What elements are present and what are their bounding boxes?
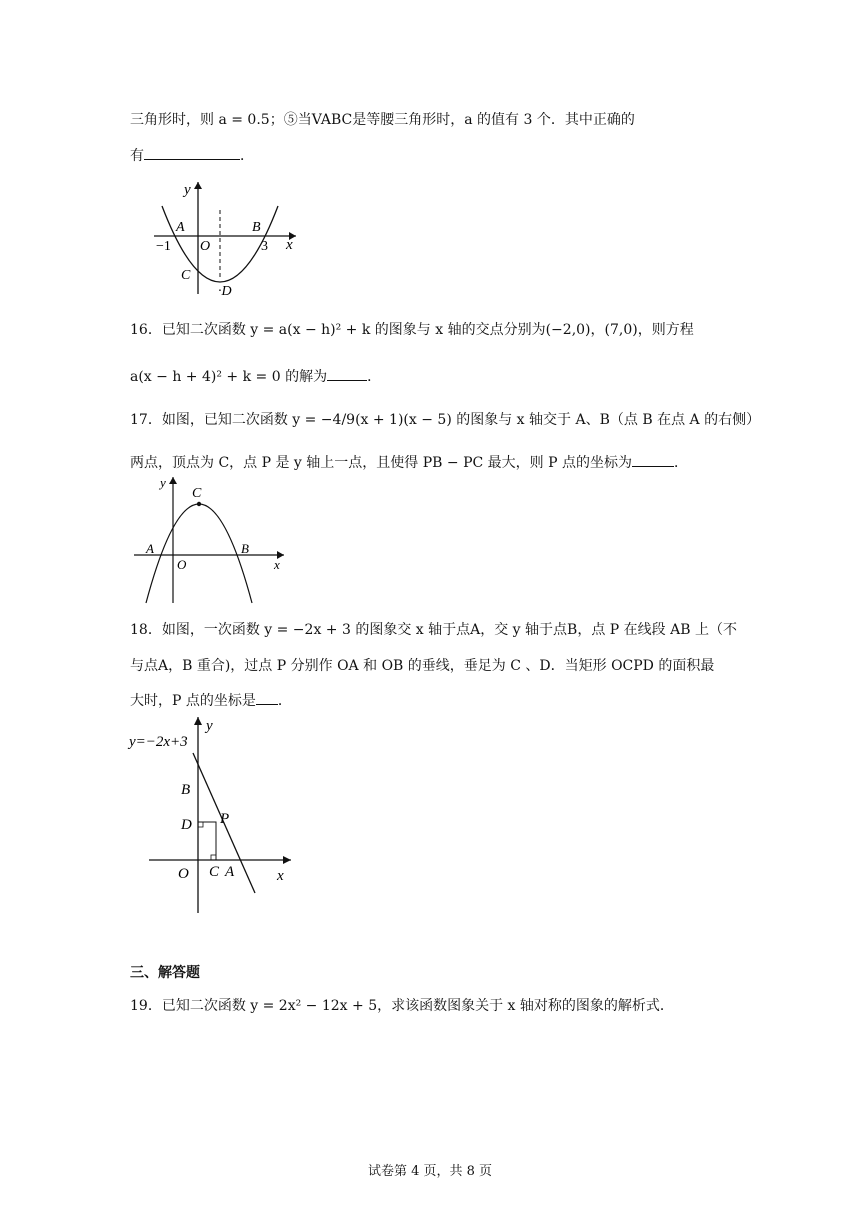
- q15-x-label: x: [286, 237, 293, 253]
- q17-C-label: C: [192, 486, 202, 501]
- q17-line1: 17．如图，已知二次函数 y = −4/9(x + 1)(x − 5) 的图象与 x 轴交于 A、B（点 B 在点 A 的右侧）: [130, 412, 761, 428]
- q18-line3: [130, 690, 292, 711]
- q18-line1: 18．如图，一次函数 y = −2x + 3 的图象交 x 轴于点A，交 y 轴于点B，点 P 在线段 AB 上（不: [130, 622, 737, 638]
- section-heading: 三、解答题: [130, 965, 200, 981]
- answer-blank: [327, 366, 367, 381]
- q15-neg1-label: −1: [156, 239, 171, 254]
- q16-line2-prefix: a(x − h + 4)² + k = 0 的解为: [130, 369, 328, 385]
- q17-B-label: B: [241, 541, 249, 556]
- q18-eq-label: y=−2x+3: [129, 734, 188, 750]
- q15-line2-prefix: 有: [130, 148, 144, 164]
- q15-3-label: 3: [261, 239, 268, 254]
- q16-line2-suffix: ．: [367, 369, 382, 385]
- q17-A-label: A: [146, 541, 154, 556]
- q18-P-label: P: [220, 811, 230, 827]
- q15-line1: 三角形时，则 a = 0.5；⑤当VABC是等腰三角形时，a 的值有 3 个．其中正确的: [130, 112, 635, 128]
- page-footer: 试卷第 4 页，共 8 页: [367, 1164, 493, 1179]
- q18-x-label: x: [277, 868, 284, 884]
- q15-y-label: y: [184, 182, 191, 198]
- q15-B-label: B: [252, 220, 261, 235]
- q17-line2-prefix: 两点，顶点为 C，点 P 是 y 轴上一点，且使得 PB − PC 最大，则 P 点的坐标为: [130, 455, 632, 471]
- q15-line2: [130, 145, 254, 166]
- answer-blank: [256, 690, 278, 705]
- q18-figure: [125, 713, 300, 918]
- q17-line2-suffix: ．: [673, 455, 688, 471]
- q15-O-label: O: [200, 239, 211, 254]
- q16-line2: [130, 366, 381, 387]
- q18-B-label: B: [181, 782, 191, 798]
- answer-blank: [144, 145, 240, 160]
- answer-blank: [632, 452, 674, 467]
- q16-line1: 16．已知二次函数 y = a(x − h)² + k 的图象与 x 轴的交点分别为(−2,0)，(7,0)，则方程: [130, 322, 694, 338]
- q18-O-label: O: [178, 866, 189, 882]
- q17-figure: [132, 473, 292, 608]
- q18-C-label: C: [209, 864, 220, 880]
- q15-C-label: C: [181, 268, 191, 283]
- q17-x-label: x: [274, 557, 280, 572]
- q19-line: 19．已知二次函数 y = 2x² − 12x + 5，求该函数图象关于 x 轴对称的图象的解析式．: [130, 998, 674, 1014]
- q15-figure: [150, 176, 300, 301]
- q18-line3-suffix: ．: [277, 693, 292, 709]
- q15-A-label: A: [176, 220, 185, 235]
- q18-line3-prefix: 大时，P 点的坐标是: [130, 693, 256, 709]
- q18-A-label: A: [225, 864, 235, 880]
- q17-y-label: y: [160, 475, 166, 490]
- q17-line2: [130, 452, 688, 473]
- q18-D-label: D: [181, 817, 192, 833]
- q18-y-label: y: [206, 718, 213, 734]
- q18-line2: 与点A，B 重合)，过点 P 分别作 OA 和 OB 的垂线，垂足为 C 、D．当矩形 OCPD 的面积最: [130, 658, 715, 674]
- q15-D-label: ·D: [218, 284, 232, 299]
- q17-O-label: O: [177, 557, 187, 572]
- q15-line2-suffix: ．: [240, 148, 254, 164]
